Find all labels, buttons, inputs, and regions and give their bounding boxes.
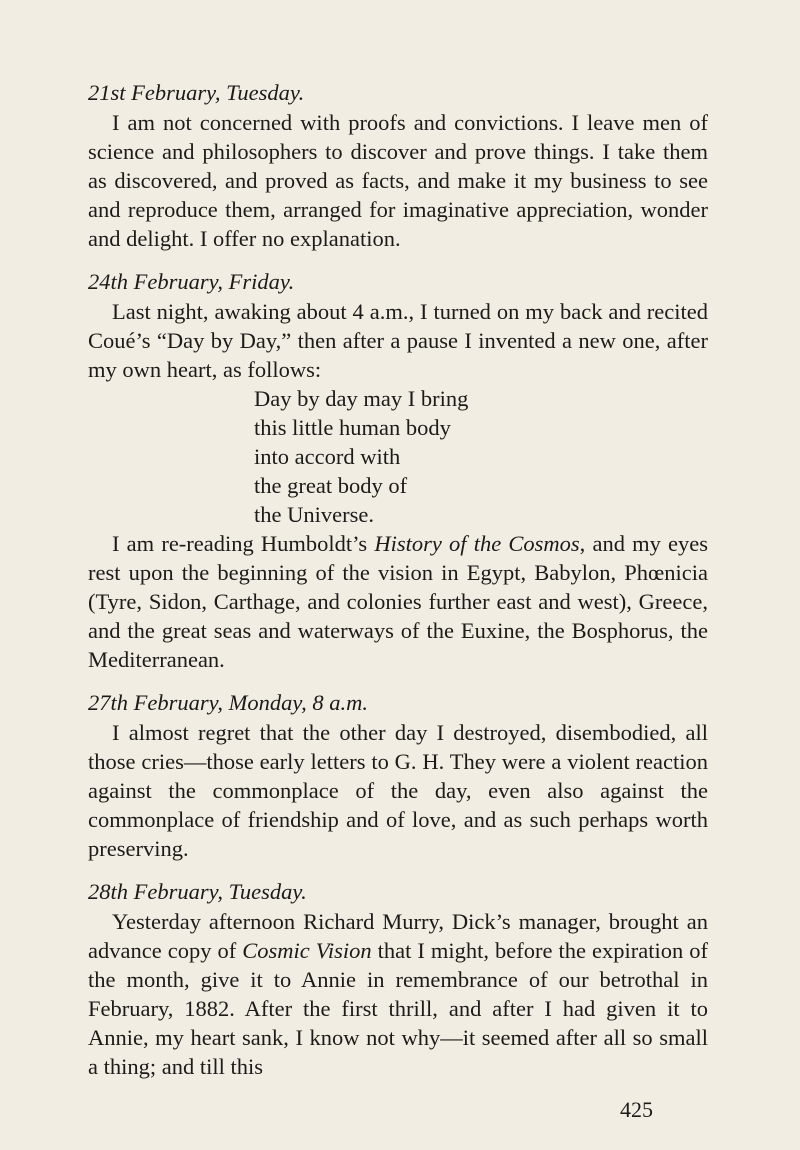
book-title: History of the Cosmos <box>374 531 580 556</box>
entry-paragraph <box>88 907 708 1081</box>
entry-date <box>88 78 708 108</box>
text-run: , and my eyes rest upon the beginning of the vision in Egypt, Babylon, Phœnicia (Tyre, Sidon, Carthage, and colonies further east and west), Greece, and the great seas and waterways of the Euxine, the Bosphorus, the Mediterranean. <box>88 531 709 672</box>
date-number: 27 <box>88 690 111 715</box>
entry-paragraph: Last night, awaking about 4 a.m., I turned on my back and recited Coué’s “Day by Day,” then after a pause I invented a new one, after my own heart, as follows: <box>88 299 708 382</box>
poem <box>254 384 708 529</box>
text-run: I am re-reading Humboldt’s <box>112 531 375 556</box>
date-text: th February, Friday. <box>110 269 295 294</box>
entry-paragraph: I am not concerned with proofs and convictions. I leave men of science and philosophers to discover and prove things. I take them as discovered, and proved as facts, and make it my business to see and reproduce them, arranged for imaginative appreciation, wonder and delight. I offer no explanation. <box>88 110 708 251</box>
book-page <box>88 78 708 1081</box>
poem-line: Day by day may I bring <box>254 386 469 411</box>
entry-paragraph <box>88 529 708 674</box>
poem-line: into accord with <box>254 444 401 469</box>
entry-date <box>88 877 708 907</box>
book-title: Cosmic Vision <box>242 938 372 963</box>
date-number: 21 <box>88 80 111 105</box>
poem-line: this little human body <box>254 415 451 440</box>
date-text: st February, Tuesday. <box>110 80 305 105</box>
poem-line: the great body of <box>254 473 408 498</box>
text-run: Yesterday afternoon Richard Murry, Dick’s manager, brought an advance copy of <box>88 909 708 963</box>
text-run: that I might, before the expiration of the month, give it to Annie in remembrance of our betrothal in February, 1882. After the first thrill, and after I had given it to Annie, my heart sank, I know not why—it seemed after all so small a thing; and till this <box>88 938 708 1079</box>
entry-date <box>88 688 708 718</box>
date-number: 28 <box>88 879 111 904</box>
date-number: 24 <box>88 269 111 294</box>
page-number: 425 <box>620 1097 653 1122</box>
poem-line: the Universe. <box>254 502 374 527</box>
entry-date <box>88 267 708 297</box>
entry-paragraph: I almost regret that the other day I destroyed, disembodied, all those cries—those early letters to G. H. They were a violent reaction against the commonplace of the day, even also against the commonplace of friendship and of love, and as such perhaps worth preserving. <box>88 720 708 861</box>
date-text: th February, Monday, 8 a.m. <box>110 690 368 715</box>
date-text: th February, Tuesday. <box>110 879 307 904</box>
